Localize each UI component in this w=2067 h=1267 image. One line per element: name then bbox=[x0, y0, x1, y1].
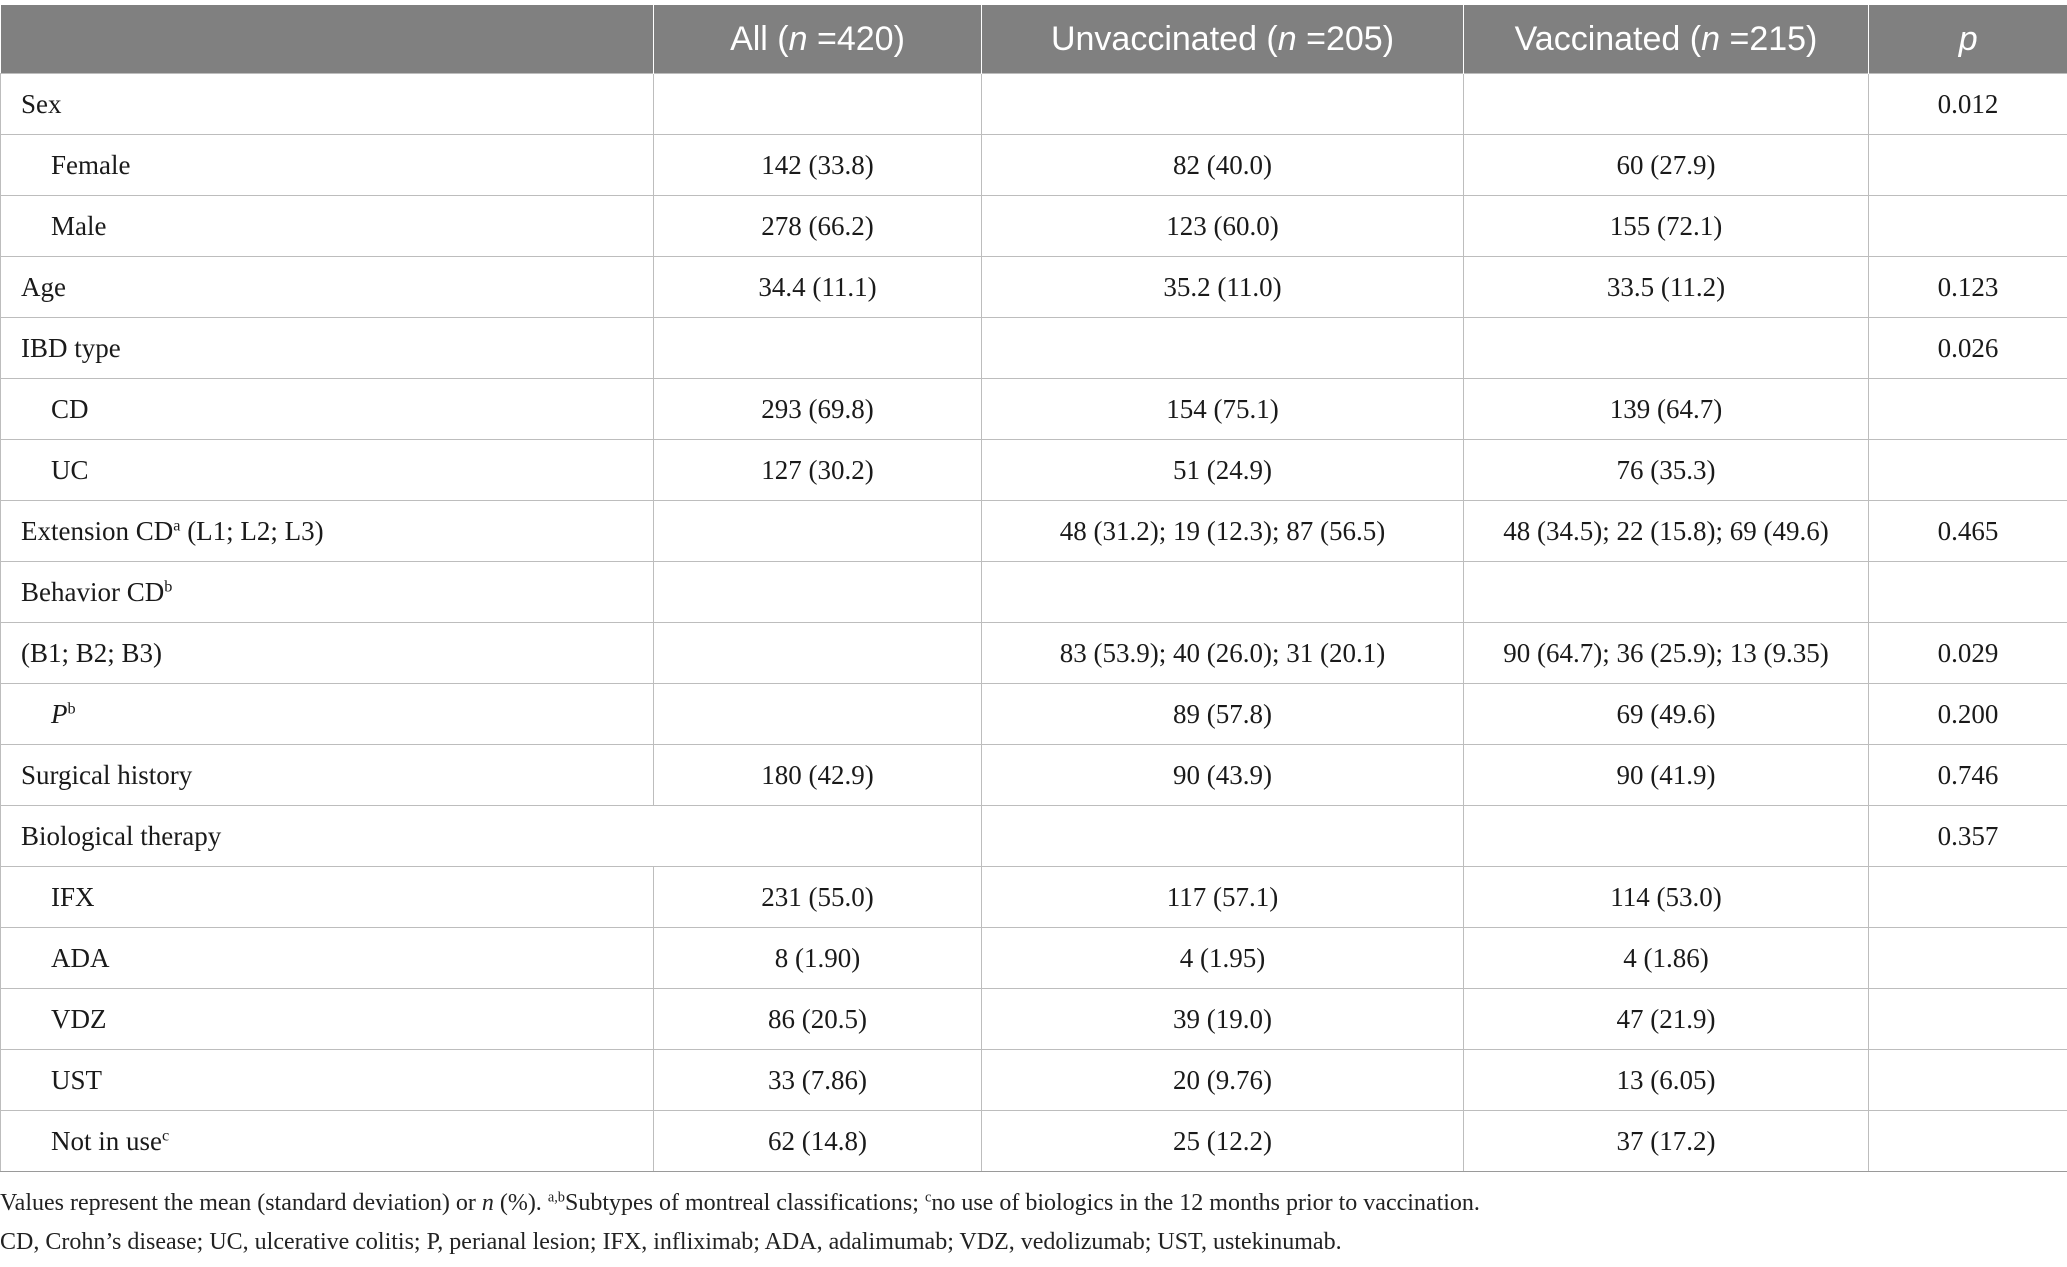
row-label: UC bbox=[1, 440, 654, 501]
cell-vaccinated: 90 (64.7); 36 (25.9); 13 (9.35) bbox=[1464, 623, 1869, 684]
row-label: Male bbox=[1, 196, 654, 257]
row-label: (B1; B2; B3) bbox=[1, 623, 654, 684]
row-label: Sex bbox=[1, 74, 654, 135]
cell-unvaccinated: 83 (53.9); 40 (26.0); 31 (20.1) bbox=[982, 623, 1464, 684]
cell-vaccinated: 90 (41.9) bbox=[1464, 745, 1869, 806]
table-row bbox=[1, 684, 2067, 745]
cell-all bbox=[654, 684, 982, 745]
table-row bbox=[1, 257, 2067, 318]
row-label: Behavior $CD^b$ bbox=[1, 562, 654, 623]
cell-vaccinated: 47 (21.9) bbox=[1464, 989, 1869, 1050]
cell-p: 0.465 bbox=[1869, 501, 2067, 562]
cell-all: 231 (55.0) bbox=[654, 867, 982, 928]
cell-unvaccinated: 89 (57.8) bbox=[982, 684, 1464, 745]
cell-vaccinated: 48 (34.5); 22 (15.8); 69 (49.6) bbox=[1464, 501, 1869, 562]
row-label: UST bbox=[1, 1050, 654, 1111]
row-label: CD bbox=[1, 379, 654, 440]
cell-unvaccinated: 123 (60.0) bbox=[982, 196, 1464, 257]
cell-all: 293 (69.8) bbox=[654, 379, 982, 440]
row-label: Not in use$^c$ bbox=[1, 1111, 654, 1172]
header-row bbox=[1, 5, 2067, 74]
row-label: Extension $CD^a$ (L1; L2; L3) bbox=[1, 501, 654, 562]
table-row bbox=[1, 928, 2067, 989]
cell-all: 62 (14.8) bbox=[654, 1111, 982, 1172]
table-row bbox=[1, 501, 2067, 562]
row-label: Female bbox=[1, 135, 654, 196]
cell-p bbox=[1869, 135, 2067, 196]
cell-p: 0.026 bbox=[1869, 318, 2067, 379]
cell-all: 8 (1.90) bbox=[654, 928, 982, 989]
cell-p: 0.012 bbox=[1869, 74, 2067, 135]
row-label: Biological therapy bbox=[1, 806, 982, 867]
baseline-characteristics-table bbox=[0, 5, 2067, 1172]
cell-vaccinated: 139 (64.7) bbox=[1464, 379, 1869, 440]
cell-p: 0.746 bbox=[1869, 745, 2067, 806]
table-row bbox=[1, 440, 2067, 501]
cell-p: 0.357 bbox=[1869, 806, 2067, 867]
cell-p bbox=[1869, 989, 2067, 1050]
cell-all bbox=[654, 623, 982, 684]
cell-vaccinated: 155 (72.1) bbox=[1464, 196, 1869, 257]
cell-vaccinated bbox=[1464, 806, 1869, 867]
row-label: Age bbox=[1, 257, 654, 318]
cell-p: 0.200 bbox=[1869, 684, 2067, 745]
footnote-marker: a bbox=[173, 515, 181, 534]
cell-unvaccinated: 90 (43.9) bbox=[982, 745, 1464, 806]
row-label: IFX bbox=[1, 867, 654, 928]
row-label: Surgical history bbox=[1, 745, 654, 806]
cell-all: 34.4 (11.1) bbox=[654, 257, 982, 318]
header-unvaccinated: Unvaccinated (n =205) bbox=[982, 5, 1464, 74]
cell-unvaccinated: 4 (1.95) bbox=[982, 928, 1464, 989]
table-row bbox=[1, 867, 2067, 928]
table-footnote: Values represent the mean (standard deviation) or n (%). $^{a,b}$Subtypes of montreal classifications; $^c$no use of biologics in the 12 months prior to vaccination. bbox=[0, 1189, 1480, 1216]
cell-vaccinated: 33.5 (11.2) bbox=[1464, 257, 1869, 318]
footnote-marker: b bbox=[67, 698, 76, 717]
row-label: $P^b$ bbox=[1, 684, 654, 745]
cell-p bbox=[1869, 1050, 2067, 1111]
cell-p: 0.029 bbox=[1869, 623, 2067, 684]
cell-unvaccinated: 20 (9.76) bbox=[982, 1050, 1464, 1111]
table-row bbox=[1, 1111, 2067, 1172]
cell-all: 127 (30.2) bbox=[654, 440, 982, 501]
table-row bbox=[1, 989, 2067, 1050]
table-row bbox=[1, 196, 2067, 257]
cell-vaccinated: 13 (6.05) bbox=[1464, 1050, 1869, 1111]
cell-p bbox=[1869, 928, 2067, 989]
cell-unvaccinated bbox=[982, 318, 1464, 379]
cell-p bbox=[1869, 379, 2067, 440]
table-row bbox=[1, 623, 2067, 684]
cell-unvaccinated bbox=[982, 806, 1464, 867]
row-label: VDZ bbox=[1, 989, 654, 1050]
cell-unvaccinated bbox=[982, 562, 1464, 623]
row-label: IBD type bbox=[1, 318, 654, 379]
cell-vaccinated: 114 (53.0) bbox=[1464, 867, 1869, 928]
cell-p bbox=[1869, 196, 2067, 257]
cell-vaccinated bbox=[1464, 562, 1869, 623]
cell-unvaccinated: 48 (31.2); 19 (12.3); 87 (56.5) bbox=[982, 501, 1464, 562]
cell-unvaccinated: 51 (24.9) bbox=[982, 440, 1464, 501]
row-label: ADA bbox=[1, 928, 654, 989]
table-row bbox=[1, 379, 2067, 440]
cell-p bbox=[1869, 867, 2067, 928]
cell-all bbox=[654, 318, 982, 379]
cell-vaccinated: 69 (49.6) bbox=[1464, 684, 1869, 745]
cell-all: 86 (20.5) bbox=[654, 989, 982, 1050]
cell-vaccinated: 4 (1.86) bbox=[1464, 928, 1869, 989]
cell-p bbox=[1869, 440, 2067, 501]
cell-vaccinated bbox=[1464, 318, 1869, 379]
table-row bbox=[1, 135, 2067, 196]
cell-p: 0.123 bbox=[1869, 257, 2067, 318]
header-vaccinated: Vaccinated (n =215) bbox=[1464, 5, 1869, 74]
table-row bbox=[1, 1050, 2067, 1111]
cell-unvaccinated: 25 (12.2) bbox=[982, 1111, 1464, 1172]
header-all: All (n =420) bbox=[654, 5, 982, 74]
cell-all: 180 (42.9) bbox=[654, 745, 982, 806]
cell-unvaccinated bbox=[982, 74, 1464, 135]
table-row bbox=[1, 806, 2067, 867]
cell-unvaccinated: 35.2 (11.0) bbox=[982, 257, 1464, 318]
table-row bbox=[1, 745, 2067, 806]
cell-all bbox=[654, 562, 982, 623]
cell-all: 278 (66.2) bbox=[654, 196, 982, 257]
cell-unvaccinated: 82 (40.0) bbox=[982, 135, 1464, 196]
header-variable bbox=[1, 5, 654, 74]
cell-all bbox=[654, 74, 982, 135]
cell-unvaccinated: 154 (75.1) bbox=[982, 379, 1464, 440]
cell-vaccinated bbox=[1464, 74, 1869, 135]
table-row bbox=[1, 74, 2067, 135]
cell-vaccinated: 76 (35.3) bbox=[1464, 440, 1869, 501]
cell-all: 142 (33.8) bbox=[654, 135, 982, 196]
cell-p bbox=[1869, 562, 2067, 623]
cell-vaccinated: 37 (17.2) bbox=[1464, 1111, 1869, 1172]
header-p-value: p bbox=[1869, 5, 2067, 74]
cell-all: 33 (7.86) bbox=[654, 1050, 982, 1111]
cell-unvaccinated: 39 (19.0) bbox=[982, 989, 1464, 1050]
cell-all bbox=[654, 501, 982, 562]
abbreviations-footnote: CD, Crohn’s disease; UC, ulcerative colitis; P, perianal lesion; IFX, infliximab; ADA, adalimumab; VDZ, vedolizumab; UST, ustekinumab. bbox=[0, 1229, 1342, 1255]
footnote-marker: c bbox=[162, 1125, 170, 1144]
cell-p bbox=[1869, 1111, 2067, 1172]
table-row bbox=[1, 318, 2067, 379]
cell-vaccinated: 60 (27.9) bbox=[1464, 135, 1869, 196]
cell-unvaccinated: 117 (57.1) bbox=[982, 867, 1464, 928]
footnote-marker: b bbox=[164, 576, 173, 595]
table-row bbox=[1, 562, 2067, 623]
